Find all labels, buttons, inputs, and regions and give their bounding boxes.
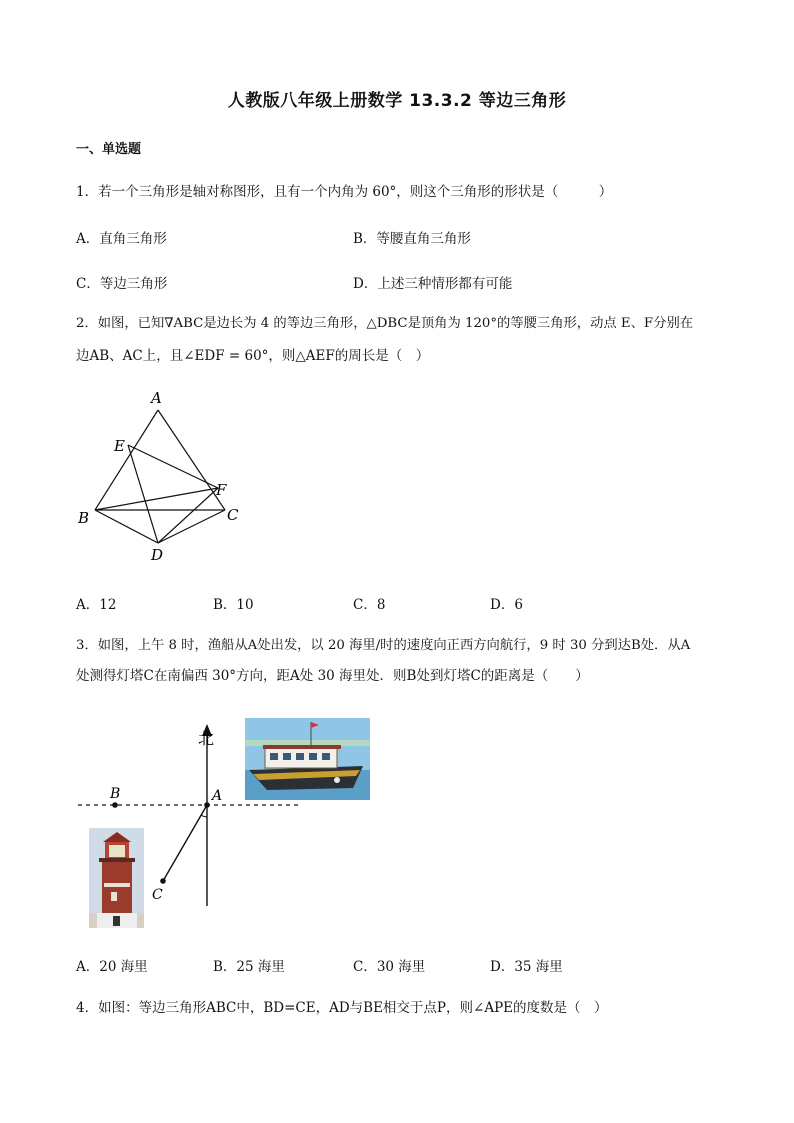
- q3-option-d: D．35 海里: [490, 959, 563, 975]
- q1-option-c: C．等边三角形: [76, 276, 168, 292]
- point-a: [204, 802, 210, 808]
- label-d: D: [151, 546, 164, 564]
- q2-option-b: B．10: [213, 597, 254, 613]
- q3-option-a: A．20 海里: [76, 959, 148, 975]
- north-label: 北: [198, 729, 215, 748]
- q3-option-c: C．30 海里: [353, 959, 426, 975]
- point-c: [160, 878, 166, 884]
- lighthouse-image: [89, 828, 144, 928]
- q3-navigation-figure: [70, 710, 380, 935]
- q1-option-d: D．上述三种情形都有可能: [353, 276, 513, 292]
- q2-option-c: C．8: [353, 597, 386, 613]
- point-b: [112, 802, 118, 808]
- angle-mark: [201, 815, 207, 817]
- segment-bf: [95, 488, 218, 510]
- segment-ef: [128, 445, 218, 488]
- question-2-line-1: 2．如图，已知∇ABC是边长为 4 的等边三角形，△DBC是顶角为 120°的等腰三角形，动点 E、F分别在: [76, 316, 694, 331]
- segment-ab: [95, 410, 158, 510]
- segment-bd: [95, 510, 158, 543]
- question-3-line-1: 3．如图，上午 8 时，渔船从A处出发，以 20 海里/时的速度向正西方向航行，9 时 30 分到达B处．从A: [76, 638, 691, 653]
- q2-option-d: D．6: [490, 597, 523, 613]
- segment-ac: [163, 805, 207, 881]
- segment-ed: [128, 445, 158, 543]
- label-f: F: [216, 481, 227, 499]
- question-3-line-2: 处测得灯塔C在南偏西 30°方向，距A处 30 海里处．则B处到灯塔C的距离是（ ）: [76, 668, 589, 684]
- label-c: C: [152, 887, 163, 903]
- q3-option-b: B．25 海里: [213, 959, 285, 975]
- question-1-text: 1．若一个三角形是轴对称图形，且有一个内角为 60°，则这个三角形的形状是（ ）: [76, 184, 613, 200]
- page-title: 人教版八年级上册数学 13.3.2 等边三角形: [227, 91, 567, 111]
- q2-triangle-figure: [70, 385, 250, 570]
- question-4-text: 4．如图：等边三角形ABC中，BD=CE，AD与BE相交于点P，则∠APE的度数是（ ）: [76, 1000, 608, 1016]
- q2-option-a: A．12: [76, 597, 117, 613]
- boat-image: [245, 718, 370, 800]
- label-a: A: [212, 788, 223, 804]
- label-b: B: [78, 509, 90, 527]
- q2-figure-lines: [95, 410, 225, 543]
- segment-fd: [158, 488, 218, 543]
- q1-option-b: B．等腰直角三角形: [353, 231, 471, 247]
- label-b: B: [110, 786, 121, 802]
- label-e: E: [114, 437, 125, 455]
- label-a: A: [151, 389, 162, 407]
- section-heading: 一、单选题: [76, 142, 142, 157]
- question-2-line-2: 边AB、AC上，且∠EDF = 60°，则△AEF的周长是（ ）: [76, 348, 430, 364]
- segment-cd: [158, 510, 225, 543]
- q1-option-a: A．直角三角形: [76, 231, 167, 247]
- segment-ac: [158, 410, 225, 510]
- label-c: C: [227, 506, 239, 524]
